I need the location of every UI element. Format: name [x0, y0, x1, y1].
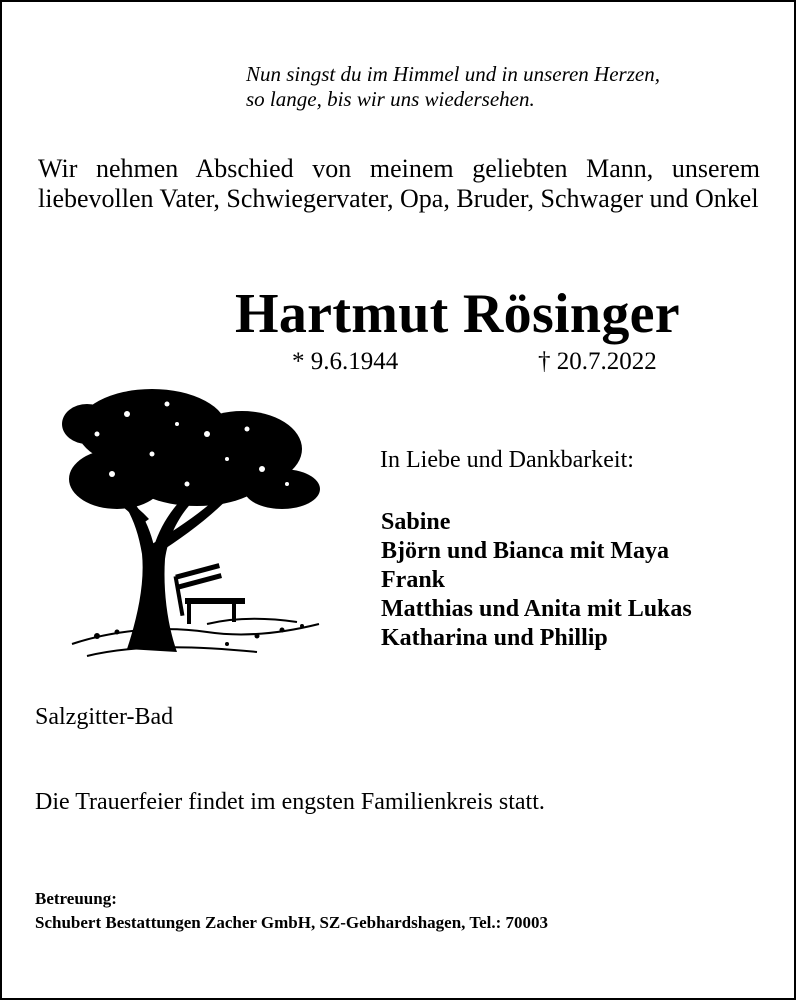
thanks-heading: In Liebe und Dankbarkeit: — [380, 447, 634, 473]
mourner-name: Frank — [381, 567, 446, 593]
care-label: Betreuung: — [35, 889, 117, 908]
birth-date: * 9.6.1944 — [292, 348, 399, 375]
mourner-name: Björn und Bianca mit Maya — [381, 538, 670, 564]
mourner-name: Katharina und Phillip — [381, 625, 608, 651]
mourner-name: Matthias und Anita mit Lukas — [381, 596, 692, 622]
tree-with-bench-icon — [57, 374, 327, 669]
funeral-home-line: Schubert Bestattungen Zacher GmbH, SZ-Gebhardshagen, Tel.: 70003 — [35, 913, 549, 932]
intro-text: Wir nehmen Abschied von meinem geliebten Mann, unserem liebevollen Vater, Schwiegervater, Opa, Bruder, Schwager und Onkel — [38, 154, 760, 213]
motto-line-2: so lange, bis wir uns wiedersehen. — [246, 87, 535, 111]
ceremony-note: Die Trauerfeier findet im engsten Familienkreis statt. — [35, 789, 545, 815]
mourner-name: Sabine — [381, 509, 451, 535]
death-date: † 20.7.2022 — [538, 348, 657, 375]
place-name: Salzgitter-Bad — [35, 704, 174, 730]
motto-line-1: Nun singst du im Himmel und in unseren Herzen, — [246, 62, 660, 86]
deceased-name: Hartmut Rösinger — [235, 283, 680, 345]
